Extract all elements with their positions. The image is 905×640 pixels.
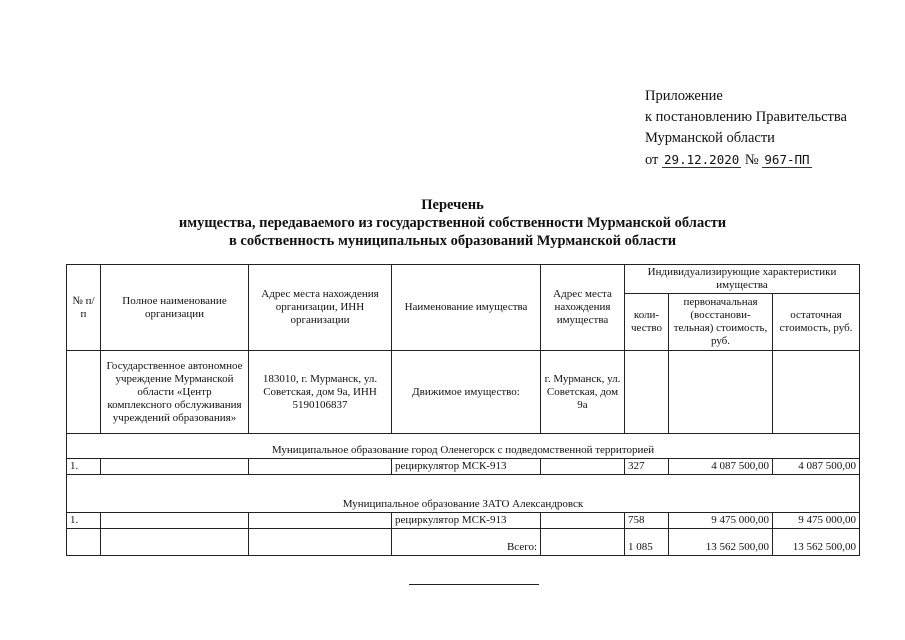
header-characteristics: Индивидуализирующие характеристики имущества (625, 265, 860, 294)
header-property-address: Адрес места нахождения имущества (541, 265, 625, 351)
property-address-cell: г. Мурманск, ул. Советская, дом 9а (541, 351, 625, 434)
row-num: 1. (67, 459, 101, 475)
header-org-name: Полное наименование организации (101, 265, 249, 351)
header-num: № п/п (67, 265, 101, 351)
row-initial-cost: 4 087 500,00 (669, 459, 773, 475)
total-row (67, 529, 860, 556)
number-prefix: № (744, 152, 759, 168)
document-number: 967-ПП (764, 152, 810, 167)
row-item: рециркулятор МСК-913 (392, 513, 541, 529)
title-line-2: имущества, передаваемого из государственной собственности Мурманской области (178, 215, 727, 231)
appendix-line-3: Мурманской области (645, 130, 775, 146)
header-property-name: Наименование имущества (392, 265, 541, 351)
appendix-line-1: Приложение (645, 88, 723, 104)
date-prefix: от (645, 152, 659, 168)
title-line-3: в собственность муниципальных образований Мурманской области (228, 233, 677, 249)
section-title-row (67, 497, 860, 513)
org-name-cell: Государственное автономное учреждение Мурманской области «Центр комплексного обслуживания учреждений образования» (101, 351, 249, 434)
end-line-divider (409, 584, 539, 585)
total-quantity: 1 085 (625, 529, 669, 556)
row-residual-cost: 4 087 500,00 (773, 459, 860, 475)
organization-row (67, 351, 860, 434)
table-row (67, 459, 860, 475)
header-residual-cost: остаточная стоимость, руб. (773, 294, 860, 351)
header-quantity: коли- чество (625, 294, 669, 351)
document-title (0, 196, 905, 250)
section-title: Муниципальное образование ЗАТО Александровск (67, 497, 860, 513)
row-num: 1. (67, 513, 101, 529)
spacer-row (67, 475, 860, 497)
section-title-row (67, 443, 860, 459)
appendix-line-2: к постановлению Правительства (645, 109, 847, 125)
appendix-date-line (645, 149, 847, 171)
header-initial-cost: первоначальная (восстанови- тельная) стоимость, руб. (669, 294, 773, 351)
row-quantity: 327 (625, 459, 669, 475)
row-residual-cost: 9 475 000,00 (773, 513, 860, 529)
total-residual-cost: 13 562 500,00 (773, 529, 860, 556)
document-date: 29.12.2020 (664, 152, 740, 167)
header-org-address: Адрес места нахождения организации, ИНН организации (249, 265, 392, 351)
title-line-1: Перечень (421, 197, 484, 213)
total-initial-cost: 13 562 500,00 (669, 529, 773, 556)
header-row-1 (67, 265, 860, 294)
appendix-block (645, 86, 847, 171)
row-quantity: 758 (625, 513, 669, 529)
spacer-row (67, 434, 860, 443)
section-title: Муниципальное образование город Оленегорск с подведомственной территорией (67, 443, 860, 459)
org-address-cell: 183010, г. Мурманск, ул. Советская, дом 9а, ИНН 5190106837 (249, 351, 392, 434)
property-table (66, 264, 860, 556)
row-item: рециркулятор МСК-913 (392, 459, 541, 475)
row-initial-cost: 9 475 000,00 (669, 513, 773, 529)
total-label: Всего: (392, 529, 541, 556)
table-row (67, 513, 860, 529)
property-name-cell: Движимое имущество: (392, 351, 541, 434)
